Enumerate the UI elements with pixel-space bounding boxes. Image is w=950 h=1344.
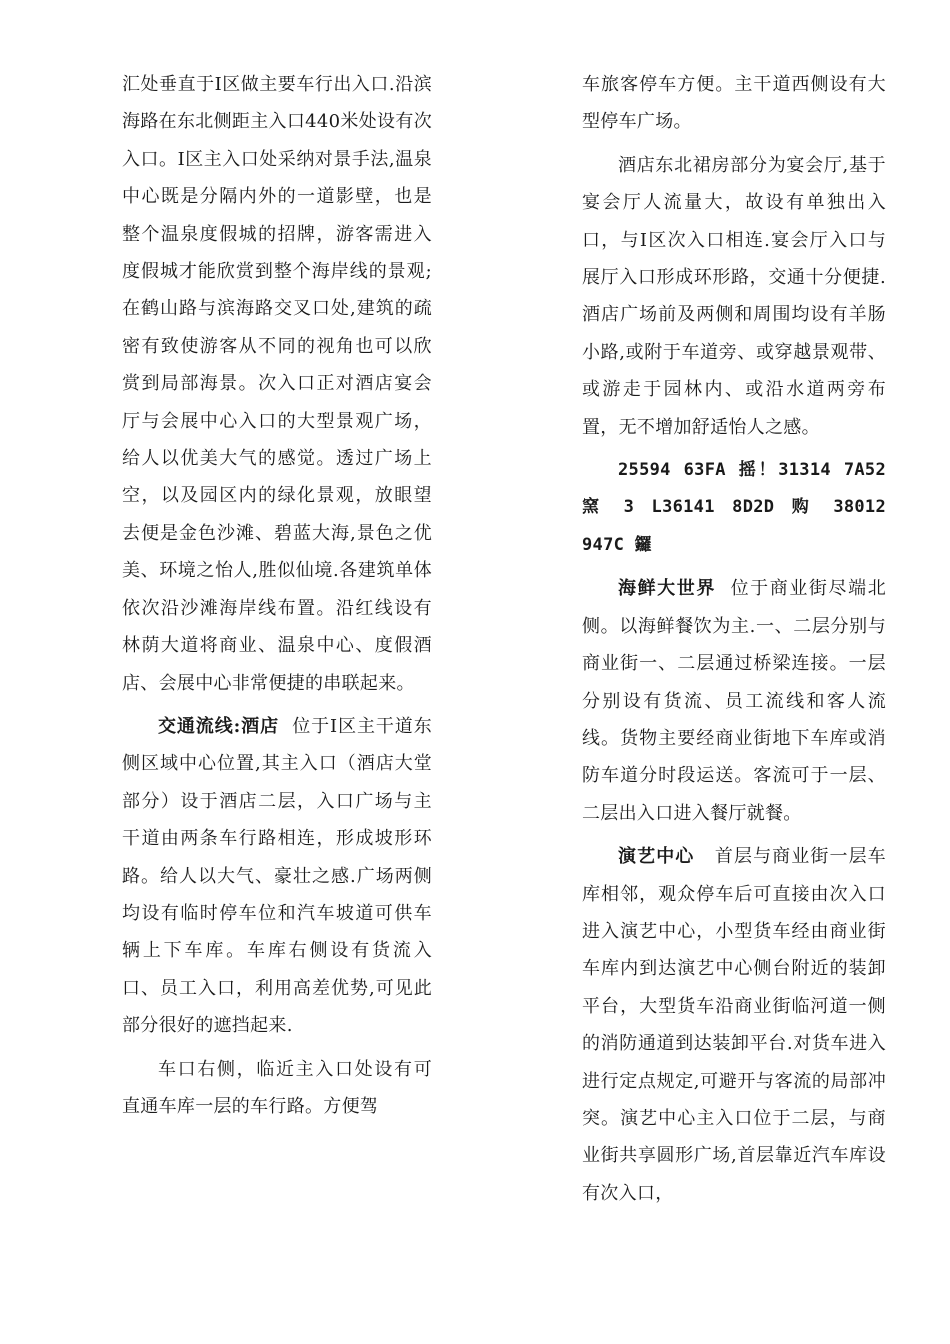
section-heading-hotel-traffic: 交通流线:酒店 [158,715,279,737]
left-paragraph-2-body: 位于Ⅰ区主干道东侧区域中心位置,其主入口（酒店大堂部分）设于酒店二层，入口广场与主干道由两条车行路相连，形成坡形环路。给人以大气、豪壮之感.广场两侧均设有临时停车位和汽车坡道可供车辆上下车库。车库右侧设有货流入口、员工入口，利用高差优势,可见此部分很好的遮挡起来. [122,715,432,1037]
seafood-body: 位于商业街尽端北侧。以海鲜餐饮为主.一、二层分别与商业街一、二层通过桥梁连接。一层分别设有货流、员工流线和客人流线。货物主要经商业街地下车库或消防车道分时段运送。客流可于一层、二层出入口进入餐厅就餐。 [582,578,887,824]
right-paragraph-1: 车旅客停车方便。主干道西侧设有大型停车广场。 [582,74,886,133]
right-paragraph-2: 酒店东北裙房部分为宴会厅,基于宴会厅人流量大，故设有单独出入口，与Ⅰ区次入口相连.宴会厅入口与展厅入口形成环形路，交通十分便捷.酒店广场前及两侧和周围均设有羊肠小路,或附于车道旁、或穿越景观带、或游走于园林内、或沿水道两旁布置，无不增加舒适怡人之感。 [582,154,886,438]
section-heading-seafood: 海鲜大世界 [618,578,716,600]
left-paragraph-3: 车口右侧，临近主入口处设有可直通车库一层的车行路。方便驾 [122,1058,432,1117]
left-paragraph-1: 汇处垂直于Ⅰ区做主要车行出入口.沿滨海路在东北侧距主入口440米处设有次入口。Ⅰ区主入口处采纳对景手法,温泉中心既是分隔内外的一道影壁，也是整个温泉度假城的招牌，游客需进入度假城才能欣赏到整个海岸线的景观;在鹤山路与滨海路交叉口处,建筑的疏密有致使游客从不同的视角也可以欣赏到局部海景。次入口正对酒店宴会厅与会展中心入口的大型景观广场，给人以优美大气的感觉。透过广场上空，以及园区内的绿化景观，放眼望去便是金色沙滩、碧蓝大海,景色之优美、环境之怡人,胜似仙境.各建筑单体依次沿沙滩海岸线布置。沿红线设有林荫大道将商业、温泉中心、度假酒店、会展中心非常便捷的串联起来。 [122,74,432,694]
section-heading-performance-center: 演艺中心 [618,846,695,868]
right-column [582,66,886,1212]
left-paragraph-2 [122,708,432,1045]
right-paragraph-performance [582,838,886,1212]
performance-body: 首层与商业街一层车库相邻，观众停车后可直接由次入口进入演艺中心，小型货车经由商业街车库内到达演艺中心侧台附近的装卸平台，大型货车沿商业街临河道一侧的消防通道到达装卸平台.对货车进入进行定点规定,可避开与客流的局部冲突。演艺中心主入口位于二层，与商业街共享圆形广场,首层靠近汽车库设有次入口， [582,846,886,1204]
right-paragraph-seafood [582,570,886,832]
encoded-characters-line: 25594 63FA 摇！31314 7A52 窯 3 L36141 8D2D 购 38012 947C 鑼 [582,460,886,555]
left-column [122,66,432,1125]
